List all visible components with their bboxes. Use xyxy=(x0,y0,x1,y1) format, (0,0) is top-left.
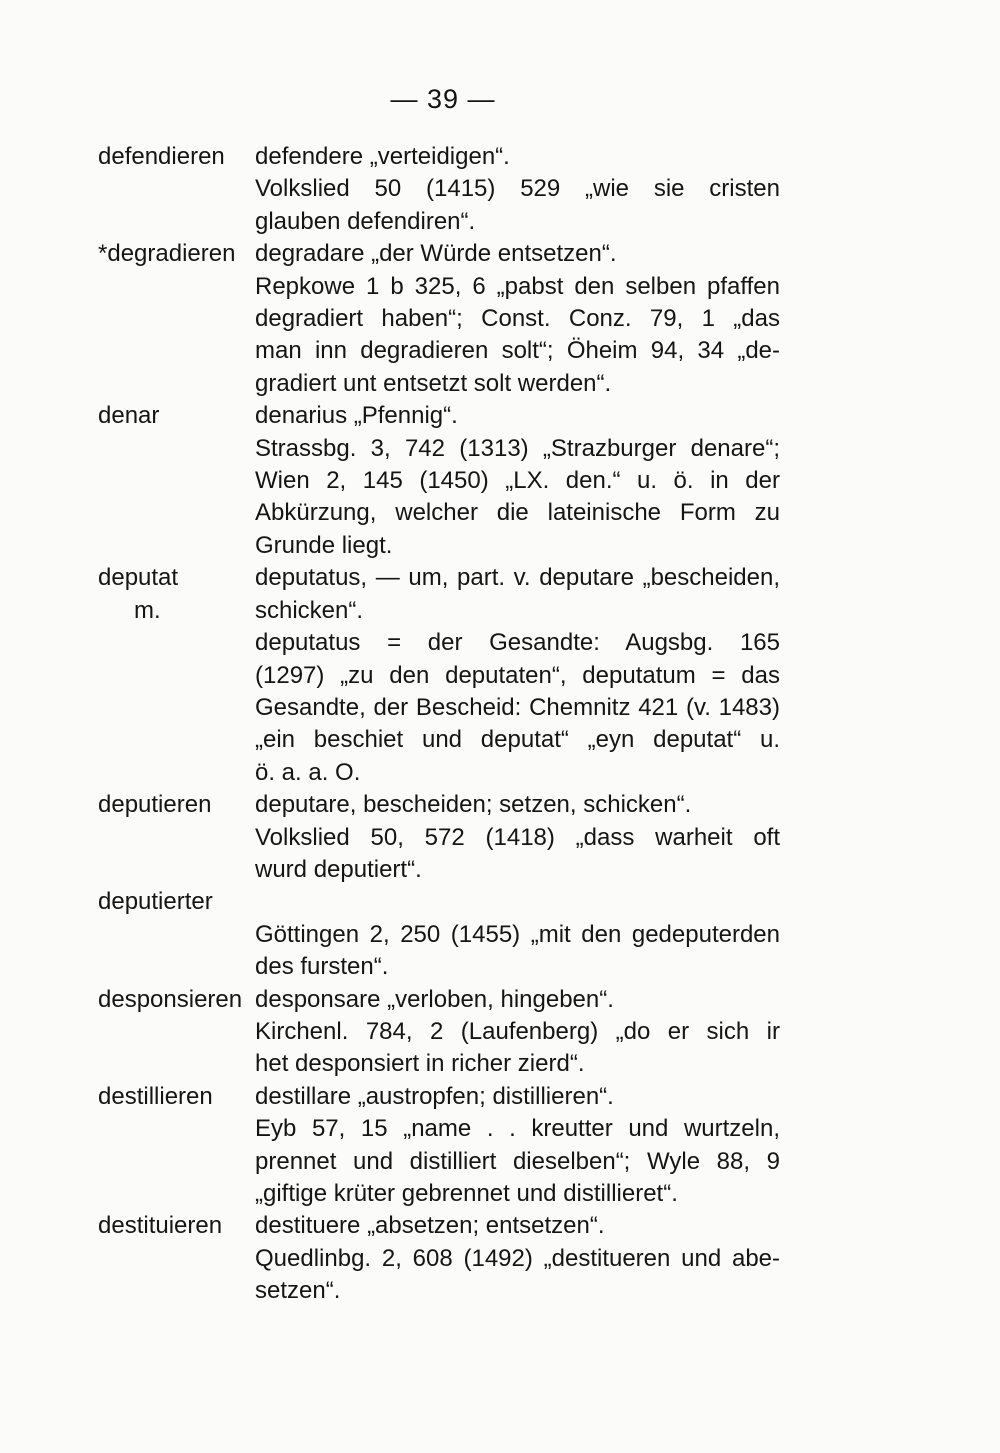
definition-line: Kirchenl. 784, 2 (Laufenberg) „do er sich ir xyxy=(255,1017,780,1045)
definition-line: Grunde liegt. xyxy=(255,531,393,559)
definition-line: het desponsiert in richer zierd“. xyxy=(255,1050,585,1078)
headword-text: *degradieren xyxy=(98,240,236,268)
definition-line: „ein beschiet und deputat“ „eyn deputat“ u. xyxy=(255,726,780,754)
dictionary-entry xyxy=(98,141,798,238)
definition-line: ö. a. a. O. xyxy=(255,758,361,786)
entry-definition xyxy=(255,562,780,789)
definition-line: defendere „verteidigen“. xyxy=(255,143,510,170)
dictionary-entry xyxy=(98,238,798,400)
definition-line: Strassbg. 3, 742 (1313) „Strazburger denare“; xyxy=(255,434,780,462)
entry-headword xyxy=(98,1210,255,1307)
entry-definition xyxy=(255,984,780,1081)
definition-line: schicken“. xyxy=(255,596,364,624)
headword-text: desponsieren xyxy=(98,985,243,1013)
definition-line xyxy=(255,886,780,918)
headword-gender: m. xyxy=(134,596,161,624)
definition-line: Wien 2, 145 (1450) „LX. den.“ u. ö. in der xyxy=(255,467,780,495)
headword-text: deputieren xyxy=(98,791,212,819)
definition-line: Repkowe 1 b 325, 6 „pabst den selben pfaffen xyxy=(255,272,780,300)
definition-line: destillare „austropfen; distillieren“. xyxy=(255,1082,614,1110)
definition-line: denarius „Pfennig“. xyxy=(255,402,458,430)
entry-headword xyxy=(98,141,255,238)
definition-line: gradiert unt entsetzt solt werden“. xyxy=(255,369,612,397)
dictionary-entries xyxy=(98,141,798,1308)
definition-line: degradare „der Würde entsetzen“. xyxy=(255,240,617,268)
definition-line: deputare, bescheiden; setzen, schicken“. xyxy=(255,791,692,819)
entry-definition xyxy=(255,1210,780,1307)
definition-line: glauben defendiren“. xyxy=(255,207,476,235)
headword-text: destituieren xyxy=(98,1212,223,1240)
definition-line: des fursten“. xyxy=(255,953,389,981)
definition-line: Göttingen 2, 250 (1455) „mit den gedeputerden xyxy=(255,920,780,948)
entry-definition xyxy=(255,1081,780,1211)
headword-text: defendieren xyxy=(98,143,225,170)
definition-line: man inn degradieren solt“; Öheim 94, 34 „de- xyxy=(255,337,780,365)
entry-headword xyxy=(98,984,255,1081)
headword-text: denar xyxy=(98,402,160,430)
entry-definition xyxy=(255,141,780,238)
dictionary-entry xyxy=(98,984,798,1081)
dictionary-entry xyxy=(98,400,798,562)
entry-headword xyxy=(98,400,255,562)
entry-headword xyxy=(98,562,255,789)
entry-definition xyxy=(255,789,780,886)
entry-headword xyxy=(98,789,255,886)
entry-headword xyxy=(98,886,255,983)
dictionary-entry xyxy=(98,562,798,789)
definition-line: deputatus = der Gesandte: Augsbg. 165 xyxy=(255,629,780,657)
entry-definition xyxy=(255,886,780,983)
definition-line: „giftige krüter gebrennet und distillieret“. xyxy=(255,1180,678,1207)
definition-line: destituere „absetzen; entsetzen“. xyxy=(255,1212,605,1240)
definition-line: Abkürzung, welcher die lateinische Form zu xyxy=(255,499,780,527)
definition-line: Eyb 57, 15 „name . . kreutter und wurtzeln, xyxy=(255,1115,780,1143)
entry-headword xyxy=(98,238,255,400)
page-number: — 39 — xyxy=(390,84,496,114)
headword-text: destillieren xyxy=(98,1082,213,1110)
definition-line: deputatus, — um, part. v. deputare „bescheiden, xyxy=(255,564,780,592)
headword-text: deputat xyxy=(98,564,179,592)
entry-headword xyxy=(98,1081,255,1211)
entry-definition xyxy=(255,238,780,400)
dictionary-entry xyxy=(98,886,798,983)
entry-definition xyxy=(255,400,780,562)
definition-line: Quedlinbg. 2, 608 (1492) „destitueren und abe- xyxy=(255,1244,780,1272)
dictionary-entry xyxy=(98,1210,798,1307)
definition-line: Volkslied 50 (1415) 529 „wie sie cristen xyxy=(255,175,780,203)
definition-line: desponsare „verloben, hingeben“. xyxy=(255,985,614,1013)
definition-line: prennet und distilliert dieselben“; Wyle 88, 9 xyxy=(255,1147,780,1175)
headword-text: deputierter xyxy=(98,888,213,916)
dictionary-entry xyxy=(98,1081,798,1211)
definition-line: Gesandte, der Bescheid: Chemnitz 421 (v. 1483) xyxy=(255,693,780,721)
dictionary-entry xyxy=(98,789,798,886)
definition-line: setzen“. xyxy=(255,1277,341,1305)
definition-line: (1297) „zu den deputaten“, deputatum = das xyxy=(255,661,780,689)
definition-line: degradiert haben“; Const. Conz. 79, 1 „das xyxy=(255,305,780,333)
definition-line: wurd deputiert“. xyxy=(255,855,422,883)
definition-line: Volkslied 50, 572 (1418) „dass warheit oft xyxy=(255,823,780,851)
